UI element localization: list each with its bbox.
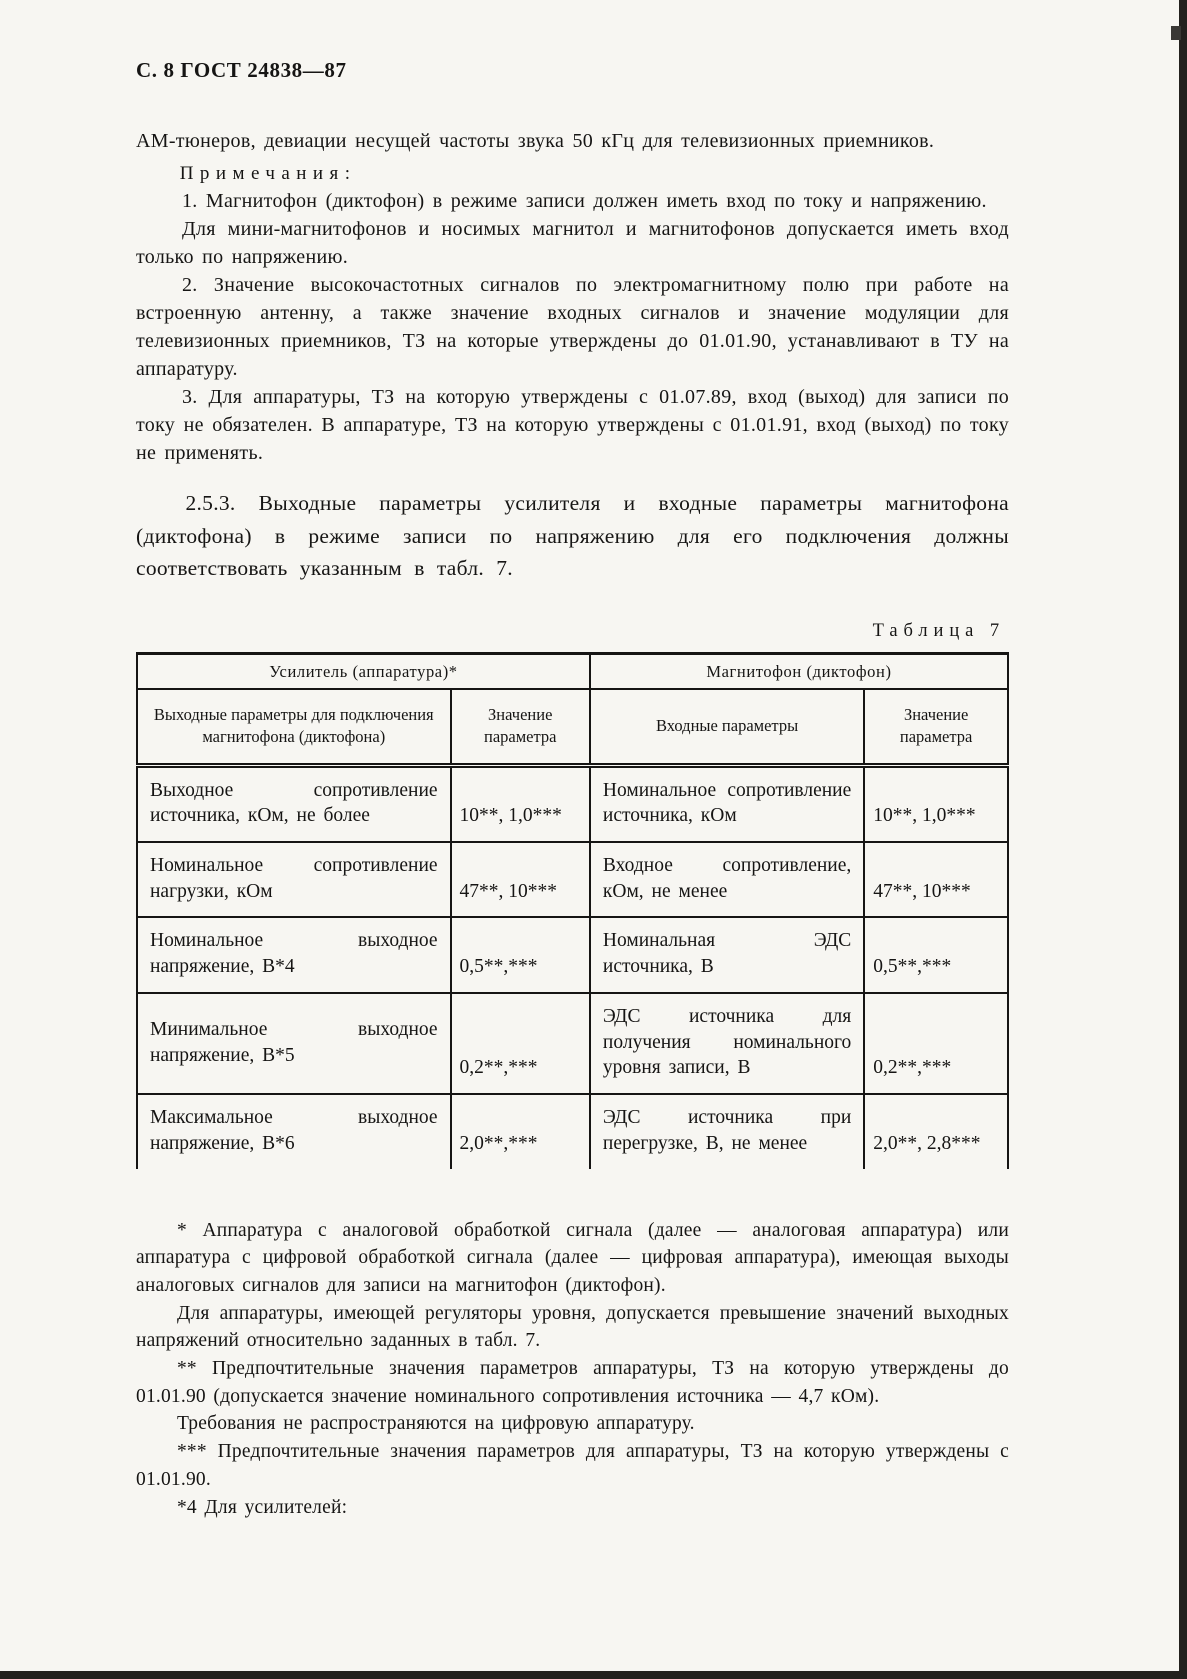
- scan-edge-bottom: [0, 1671, 1187, 1679]
- table-row: [137, 993, 1008, 1094]
- table-caption: Таблица 7: [872, 621, 1005, 642]
- param-cell: Входное сопротивление, кОм, не менее: [590, 842, 864, 917]
- footnote-asterisk-continuation: Для аппаратуры, имеющей регуляторы уровня, допускается превышение значений выходных напряжений относительно заданных в табл. 7.: [136, 1302, 1009, 1352]
- param-cell: Номинальное сопротивление нагрузки, кОм: [137, 842, 451, 917]
- group-header-row: [137, 654, 1008, 690]
- table-head: [137, 654, 1008, 766]
- value-cell: 0,2**,***: [451, 993, 590, 1094]
- param-cell: Максимальное выходное напряжение, В*6: [150, 1107, 438, 1154]
- param-cell: Минимальное выходное напряжение, В*5: [137, 993, 451, 1094]
- param-cell: ЭДС источника при перегрузке, В, не менее: [590, 1094, 864, 1168]
- footnote-star-4: *4 Для усилителей:: [176, 1496, 348, 1518]
- param-cell: Номинальное сопротивление источника, кОм: [590, 765, 864, 842]
- paragraph-continuation: АМ-тюнеров, девиации несущей частоты звука 50 кГц для телевизионных приемников.: [136, 130, 935, 152]
- scan-edge-right: [1179, 0, 1187, 1679]
- section-2-5-3-paragraph: 2.5.3. Выходные параметры усилителя и входные параметры магнитофона (диктофона) в режиме записи по напряжению для его подключения должны соответствовать указанным в табл. 7.: [136, 491, 1009, 581]
- value-cell: 2,0**, 2,8***: [864, 1094, 1008, 1168]
- notes-title: Примечания:: [179, 163, 357, 184]
- column-header-value-recorder: Значение параметра: [864, 689, 1008, 765]
- param-cell: Номинальное выходное напряжение, В*4: [137, 917, 451, 992]
- value-cell: 47**, 10***: [864, 842, 1008, 917]
- footnotes-block: [136, 1217, 1009, 1522]
- value-cell: 2,0**,***: [451, 1094, 590, 1168]
- note-1-continuation: Для мини-магнитофонов и носимых магнитол и магнитофонов допускается иметь вход только по напряжению.: [136, 218, 1009, 268]
- group-header-recorder: Магнитофон (диктофон): [590, 654, 1008, 690]
- value-cell: 0,5**,***: [864, 917, 1008, 992]
- table-row: [137, 1094, 1008, 1168]
- value-cell: 0,2**,***: [864, 993, 1008, 1094]
- param-cell: Выходное сопротивление источника, кОм, не более: [137, 765, 451, 842]
- table-body: [137, 765, 1008, 1169]
- footnote-double-asterisk-continuation: Требования не распространяются на цифровую аппаратуру.: [176, 1413, 695, 1435]
- table-row: [137, 765, 1008, 842]
- page-header: С. 8 ГОСТ 24838—87: [136, 58, 347, 82]
- value-cell: 10**, 1,0***: [451, 765, 590, 842]
- param-cell: ЭДС источника для получения номинального уровня записи, В: [590, 993, 864, 1094]
- scan-artifact: [1171, 26, 1181, 40]
- column-header-value-amplifier: Значение параметра: [451, 689, 590, 765]
- column-header-row: [137, 689, 1008, 765]
- parameters-table: [136, 652, 1009, 1169]
- value-cell: 10**, 1,0***: [864, 765, 1008, 842]
- value-cell: 0,5**,***: [451, 917, 590, 992]
- param-cell: Номинальная ЭДС источника, В: [590, 917, 864, 992]
- table-row: [137, 842, 1008, 917]
- group-header-amplifier: Усилитель (аппаратура)*: [137, 654, 590, 690]
- value-cell: 47**, 10***: [451, 842, 590, 917]
- footnote-triple-asterisk: *** Предпочтительные значения параметров для аппаратуры, ТЗ на которую утверждены с 01.01.90.: [136, 1441, 1009, 1490]
- note-1: 1. Магнитофон (диктофон) в режиме записи должен иметь вход по току и напряжению.: [182, 190, 987, 212]
- column-header-input-params: Входные параметры: [590, 689, 864, 765]
- footnote-double-asterisk: ** Предпочтительные значения параметров аппаратуры, ТЗ на которую утверждены до 01.01.90 (допускается значение номинального сопротивления источника — 4,7 кОм).: [136, 1358, 1009, 1407]
- column-header-output-params: Выходные параметры для подключения магнитофона (диктофона): [137, 689, 451, 765]
- footnote-asterisk: * Аппаратура с аналоговой обработкой сигнала (далее — аналоговая аппаратура) или аппаратура с цифровой обработкой сигнала (далее — цифровая аппаратура), имеющая выходы аналоговых сигналов для записи на магнитофон (диктофон).: [136, 1219, 1009, 1296]
- note-2: 2. Значение высокочастотных сигналов по электромагнитному полю при работе на встроенную антенну, а также значение входных сигналов и значение модуляции для телевизионных приемников, ТЗ на которые утверждены до 01.01.90, устанавливают в ТУ на аппаратуру.: [136, 274, 1009, 380]
- table-row: [137, 917, 1008, 992]
- note-3: 3. Для аппаратуры, ТЗ на которую утверждены с 01.07.89, вход (выход) для записи по току не обязателен. В аппаратуре, ТЗ на которую утверждены с 01.01.91, вход (выход) по току не применять.: [136, 386, 1009, 464]
